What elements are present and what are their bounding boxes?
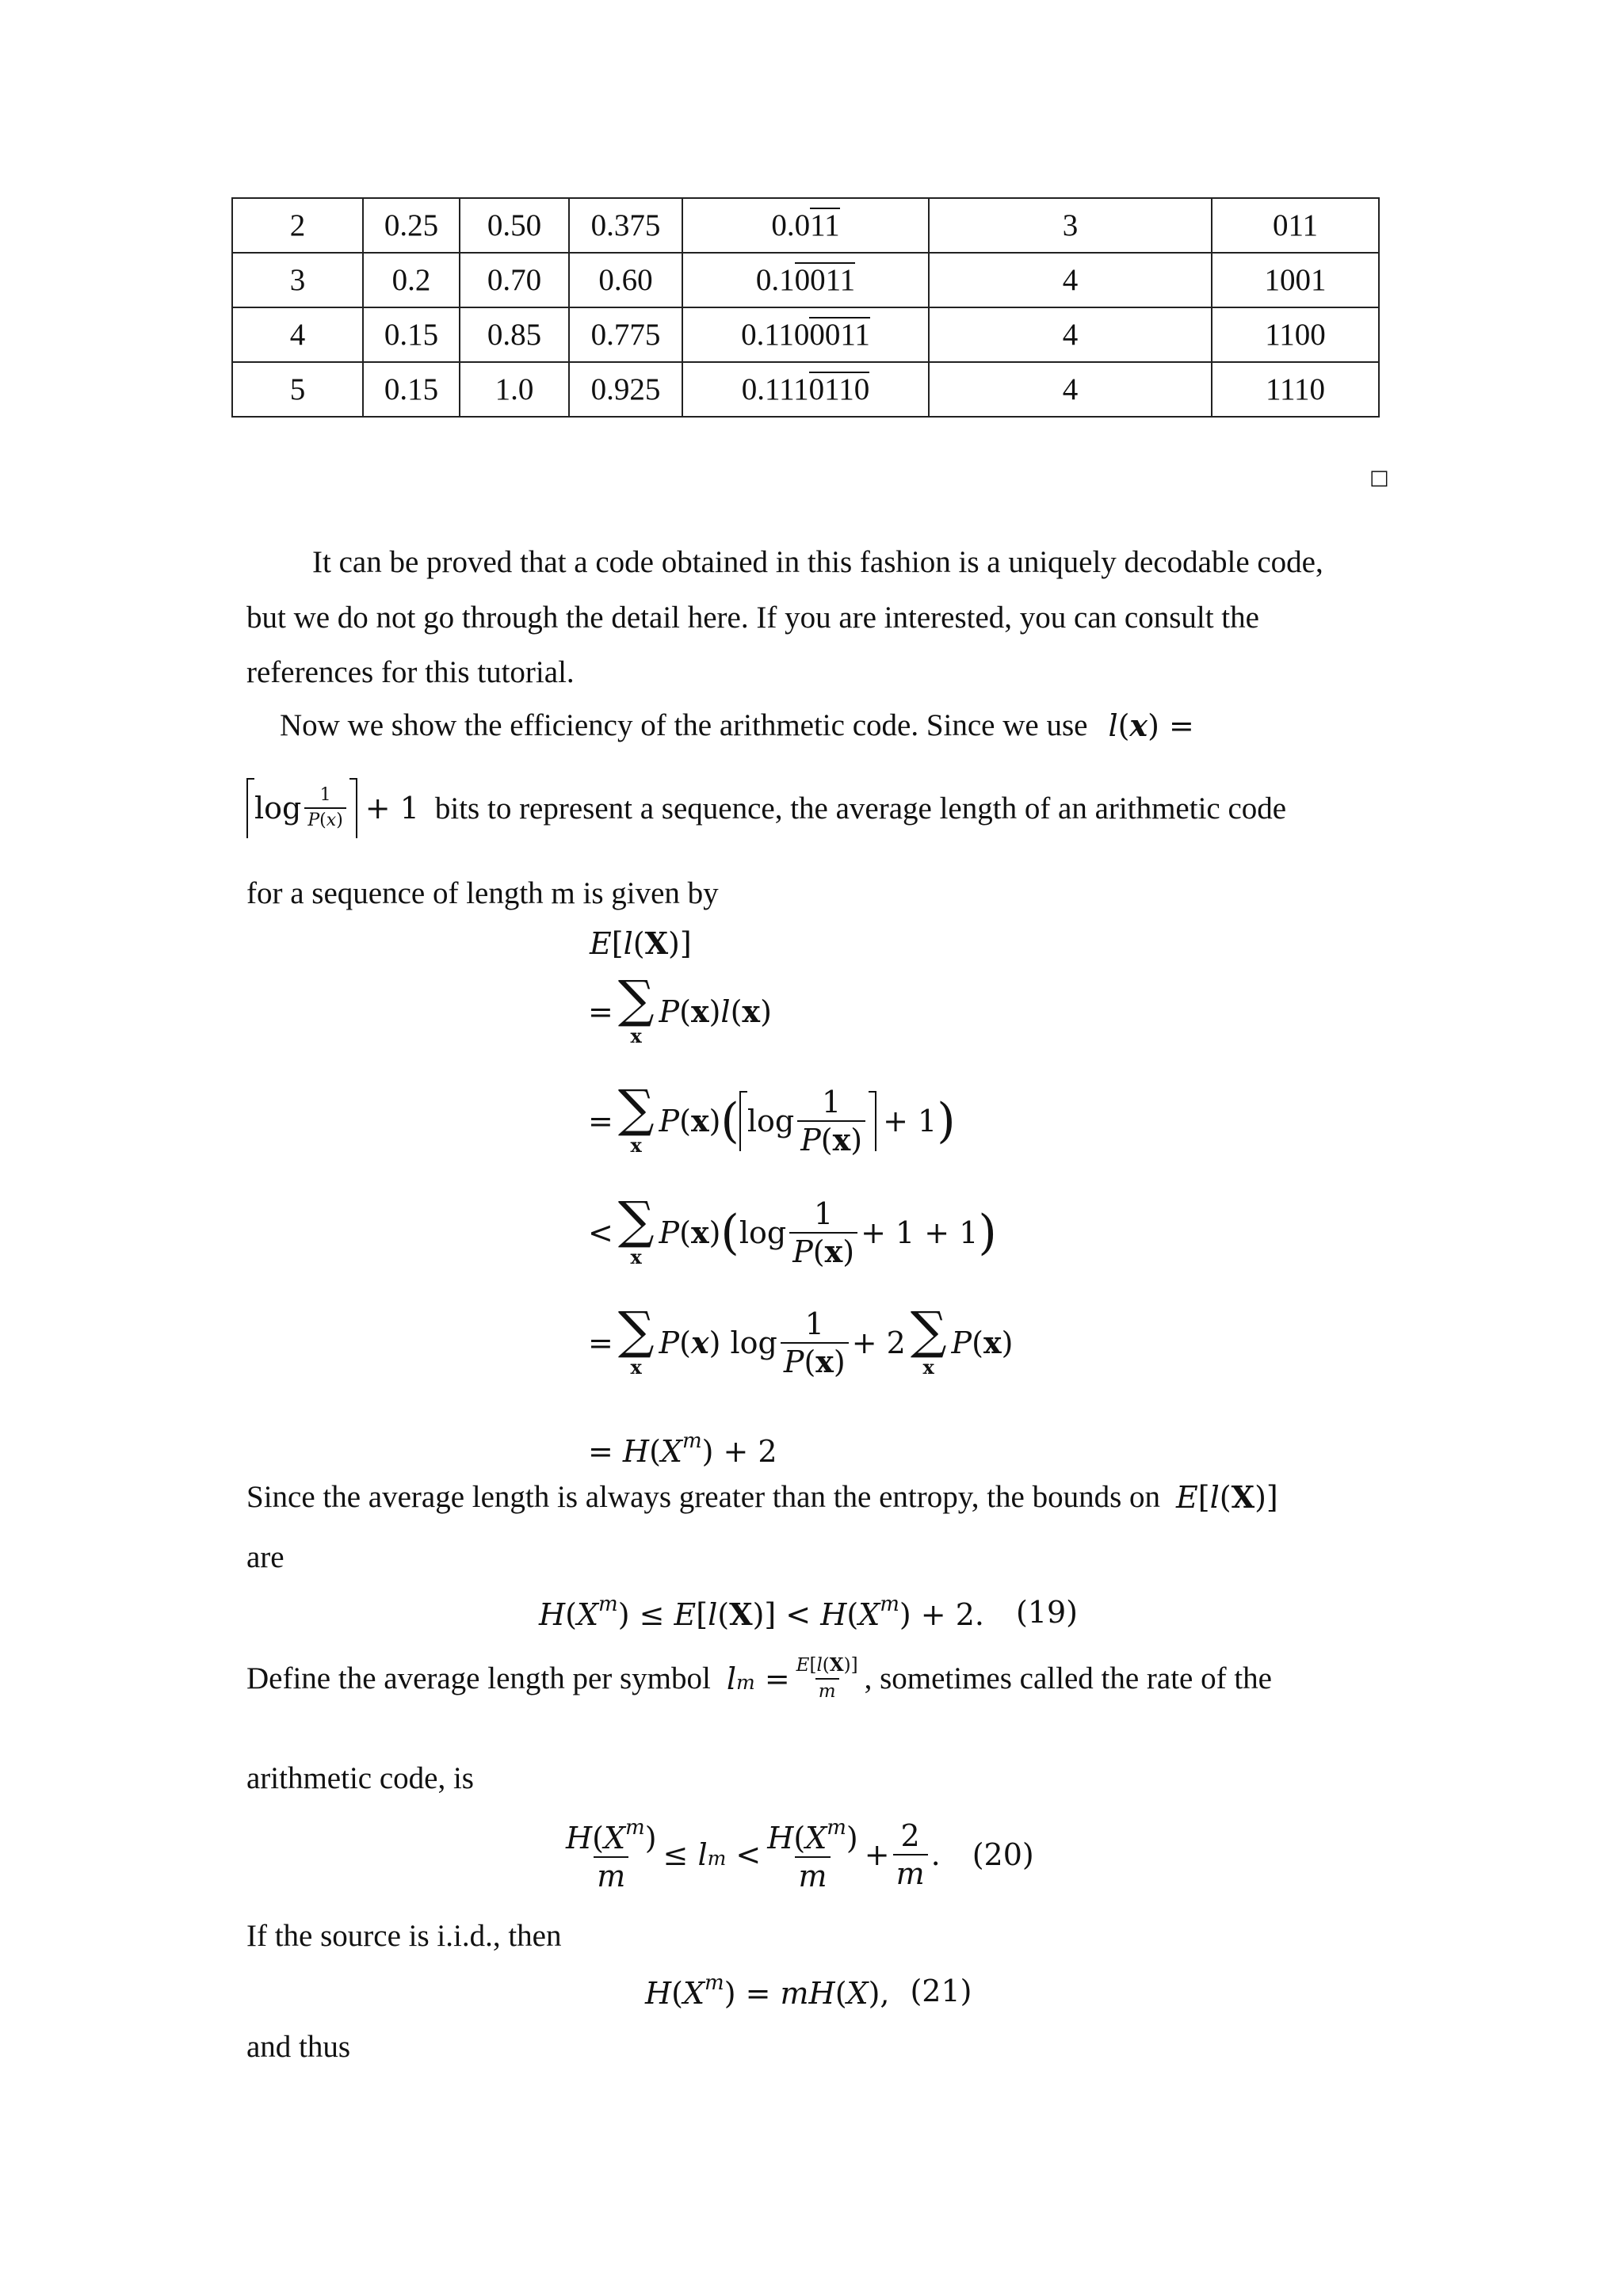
cell-index: 5 bbox=[232, 362, 363, 417]
deriv-line5: = $H(X^m) + 2$ bbox=[588, 1429, 777, 1469]
cell-tag-value: 0.375 bbox=[569, 198, 682, 253]
para2-line1: Now we show the efficiency of the arithmetic code. Since we use bbox=[280, 708, 1088, 742]
binary-repeating-part: 0011 bbox=[809, 318, 870, 352]
equation-21: $H(X^m) = mH(X)$, (21) bbox=[645, 1971, 972, 2011]
code-table bbox=[231, 197, 1380, 418]
para1-line1: It can be proved that a code obtained in this fashion is a uniquely decodable code, bbox=[312, 545, 1323, 579]
cell-codeword: 1110 bbox=[1212, 362, 1379, 417]
cell-binary-tag bbox=[682, 307, 929, 362]
length-formula-lhs: l(x) = bbox=[1108, 707, 1194, 743]
cell-codeword: 1100 bbox=[1212, 307, 1379, 362]
table-row bbox=[232, 253, 1379, 307]
cell-tag-value: 0.775 bbox=[569, 307, 682, 362]
cell-length: 3 bbox=[929, 198, 1212, 253]
para2-line2-text: bits to represent a sequence, the average length of an arithmetic code bbox=[434, 791, 1287, 826]
cell-binary-tag bbox=[682, 253, 929, 307]
para2-line3: for a sequence of length m is given by bbox=[246, 876, 719, 910]
equation-20: $\frac{H(X^m)}{m}$ ≤ lm < $\frac{H(X^m)}{m}$ + $\frac{2}{m}$ . (20) bbox=[566, 1816, 1034, 1894]
cell-cumulative: 1.0 bbox=[460, 362, 569, 417]
deriv-line4: = ∑ x P(x) log $\frac{1}{P(x)}$ + 2 ∑ x P(x) bbox=[588, 1302, 1014, 1379]
table-row bbox=[232, 198, 1379, 253]
para4-line2: arithmetic code, is bbox=[246, 1761, 474, 1795]
cell-cumulative: 0.50 bbox=[460, 198, 569, 253]
binary-fixed-part: 0.111 bbox=[741, 372, 809, 406]
cell-probability: 0.15 bbox=[363, 307, 460, 362]
para3-line1: Since the average length is always greater than the entropy, the bounds on bbox=[246, 1480, 1161, 1514]
cell-cumulative: 0.70 bbox=[460, 253, 569, 307]
cell-cumulative: 0.85 bbox=[460, 307, 569, 362]
cell-length: 4 bbox=[929, 307, 1212, 362]
eq19-tag: (19) bbox=[1016, 1594, 1079, 1630]
cell-length: 4 bbox=[929, 253, 1212, 307]
para4-line1-after: , sometimes called the rate of the bbox=[864, 1661, 1272, 1695]
cell-tag-value: 0.925 bbox=[569, 362, 682, 417]
deriv-line3: < ∑ x P(x) ( log $\frac{1}{P(x)}$ + 1 + 1 ) bbox=[588, 1192, 997, 1269]
binary-repeating-part: 11 bbox=[810, 208, 840, 242]
para1-line3: references for this tutorial. bbox=[246, 655, 575, 689]
qed-symbol: □ bbox=[1369, 466, 1389, 490]
binary-fixed-part: 0.1 bbox=[755, 263, 795, 297]
para1-line2: but we do not go through the detail here. If you are interested, you can consult the bbox=[246, 601, 1259, 635]
para3-line1-row: Since the average length is always greater than the entropy, the bounds on E[l(X)] bbox=[246, 1478, 1278, 1515]
cell-probability: 0.2 bbox=[363, 253, 460, 307]
para6: and thus bbox=[246, 2030, 351, 2064]
eq20-tag: (20) bbox=[972, 1836, 1034, 1872]
table-row bbox=[232, 307, 1379, 362]
equation-19: $H(X^m) \le E[l(X)] < H(X^m) + 2$. (19) bbox=[539, 1592, 1079, 1632]
para2-line2-row bbox=[246, 778, 1286, 838]
binary-repeating-part: 0011 bbox=[794, 263, 856, 297]
cell-index: 3 bbox=[232, 253, 363, 307]
cell-tag-value: 0.60 bbox=[569, 253, 682, 307]
para3-line2: are bbox=[246, 1540, 285, 1574]
cell-probability: 0.25 bbox=[363, 198, 460, 253]
eq21-tag: (21) bbox=[910, 1973, 972, 2008]
para2-line1-row bbox=[280, 707, 1194, 743]
cell-index: 4 bbox=[232, 307, 363, 362]
para5: If the source is i.i.d., then bbox=[246, 1919, 562, 1953]
cell-binary-tag bbox=[682, 198, 929, 253]
deriv-line1: = ∑ x P(x)l(x) bbox=[588, 971, 772, 1047]
cell-binary-tag bbox=[682, 362, 929, 417]
cell-codeword: 1001 bbox=[1212, 253, 1379, 307]
binary-repeating-part: 0110 bbox=[808, 372, 870, 406]
deriv-line0: E[l(X)] bbox=[590, 925, 692, 961]
binary-fixed-part: 0.110 bbox=[741, 318, 810, 352]
para4-line1-row: Define the average length per symbol lm = $\frac{E[l(X)]}{m}$ , sometimes called the rate of the bbox=[246, 1654, 1272, 1702]
table-row bbox=[232, 362, 1379, 417]
cell-length: 4 bbox=[929, 362, 1212, 417]
cell-probability: 0.15 bbox=[363, 362, 460, 417]
cell-index: 2 bbox=[232, 198, 363, 253]
cell-codeword: 011 bbox=[1212, 198, 1379, 253]
ceil-log-formula: log $\frac{1}{P(x)}$ + 1 bbox=[246, 778, 419, 838]
binary-fixed-part: 0.0 bbox=[771, 208, 811, 242]
para4-line1-before: Define the average length per symbol bbox=[246, 1661, 711, 1695]
deriv-line2: = ∑ x P(x) ( log $\frac{1}{P(x)}$ + 1 ) bbox=[588, 1080, 956, 1158]
